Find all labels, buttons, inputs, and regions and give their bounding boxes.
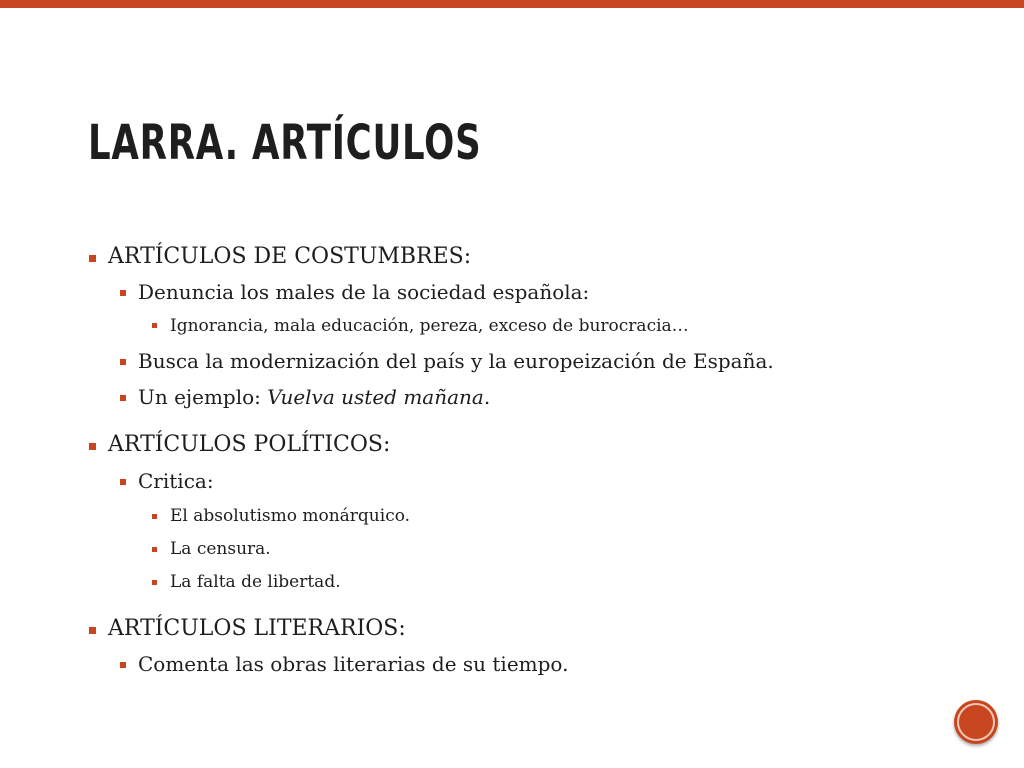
slide-title: LARRA. ARTÍCULOS <box>88 115 482 171</box>
bullet-marker <box>120 479 126 485</box>
bullet-marker <box>89 443 96 450</box>
bullet-marker <box>152 580 157 585</box>
bullet-denuncia: Denuncia los males de la sociedad española: <box>138 280 590 304</box>
ejemplo-suffix: . <box>483 385 491 409</box>
bullet-ignorancia: Ignorancia, mala educación, pereza, exceso de burocracia… <box>170 316 689 336</box>
bullet-absolutismo: El absolutismo monárquico. <box>170 506 411 526</box>
bullet-comenta: Comenta las obras literarias de su tiempo. <box>138 652 569 676</box>
ejemplo-title: Vuelva usted mañana <box>267 385 484 409</box>
bullet-libertad: La falta de libertad. <box>170 572 341 592</box>
bullet-marker <box>152 514 157 519</box>
bullet-censura: La censura. <box>170 539 271 559</box>
bullet-marker <box>89 255 96 262</box>
bullet-politicos: ARTÍCULOS POLÍTICOS: <box>108 432 391 457</box>
bullet-marker <box>120 290 126 296</box>
bullet-busca: Busca la modernización del país y la europeización de España. <box>138 349 774 373</box>
bullet-marker <box>152 547 157 552</box>
bullet-marker <box>89 627 96 634</box>
slide-number-circle <box>954 700 998 744</box>
bullet-ejemplo <box>138 385 490 409</box>
bullet-marker <box>120 662 126 668</box>
bullet-marker <box>152 323 157 328</box>
bullet-critica: Critica: <box>138 469 214 493</box>
bullet-marker <box>120 359 126 365</box>
ejemplo-prefix: Un ejemplo: <box>138 385 268 409</box>
bullet-literarios: ARTÍCULOS LITERARIOS: <box>108 616 406 641</box>
bullet-costumbres: ARTÍCULOS DE COSTUMBRES: <box>108 244 472 269</box>
bullet-marker <box>120 395 126 401</box>
